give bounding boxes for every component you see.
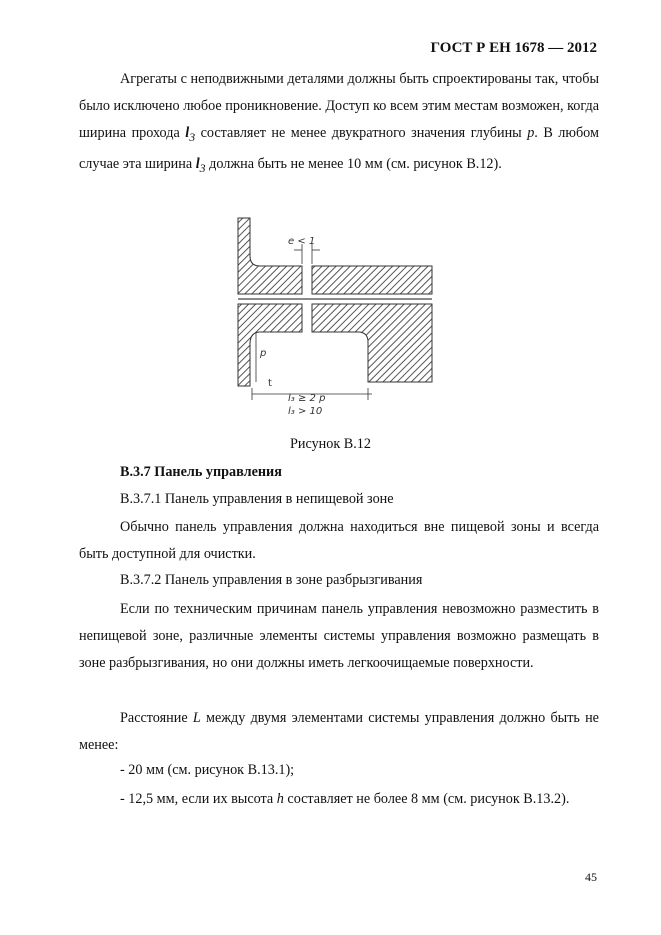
right-block-lower bbox=[312, 304, 432, 382]
figure-b12-drawing bbox=[232, 214, 442, 424]
symbol-p: p bbox=[527, 125, 535, 141]
paragraph-access bbox=[79, 66, 599, 182]
paragraph-distance: Расстояние L между двумя элементами системы управления должно быть не менее: bbox=[79, 710, 599, 753]
para1-text-4: должна быть не менее 10 мм (см. рисунок В.12). bbox=[205, 155, 502, 172]
subsection-1-title: В.3.7.1 Панель управления в непищевой зоне bbox=[120, 491, 394, 507]
paragraph-nonfood-zone: Обычно панель управления должна находиться вне пищевой зоны и всегда быть доступной для очистки. bbox=[79, 519, 599, 562]
symbol-L: L bbox=[192, 710, 201, 726]
figure-label-t: t bbox=[268, 378, 272, 389]
page-number: 45 bbox=[585, 870, 597, 884]
symbol-h: h bbox=[276, 791, 284, 807]
left-bracket-upper bbox=[238, 218, 302, 294]
figure-label-p: p bbox=[260, 348, 267, 359]
section-heading: В.3.7 Панель управления bbox=[120, 464, 282, 480]
para1-text-3: . В любом случае эта ширина bbox=[79, 125, 599, 172]
document-header: ГОСТ Р ЕН 1678 — 2012 bbox=[430, 40, 597, 56]
left-bracket-lower bbox=[238, 304, 302, 386]
symbol-l3: $l_3$ bbox=[185, 125, 196, 144]
list-item-20mm: - 20 мм (см. рисунок В.13.1); bbox=[120, 762, 295, 778]
figure-formula-2: l₃ > 10 bbox=[288, 406, 323, 417]
para1-text-2: составляет не менее двукратного значения глубины bbox=[195, 125, 528, 141]
paragraph-splash-zone: Если по техническим причинам панель управления невозможно разместить в непищевой зоне, различные элементы системы управления возможно размещать в зоне разбрызгивания, но они должны иметь легкоочищаемые поверхности. bbox=[79, 601, 599, 671]
figure-formula-1: l₃ ≥ 2 p bbox=[288, 393, 326, 404]
figure-label-e: e < 1 bbox=[288, 236, 316, 247]
figure-caption: Рисунок В.12 bbox=[289, 436, 371, 452]
subsection-2-title: В.3.7.2 Панель управления в зоне разбрызгивания bbox=[120, 572, 423, 588]
para1-text-1: Агрегаты с неподвижными деталями должны быть спроектированы так, чтобы было исключено любое проникновение. Доступ ко всем этим местам возможен, когда ширина прохода bbox=[79, 71, 599, 141]
right-block-upper bbox=[312, 266, 432, 294]
symbol-l3-second: $l_3$ bbox=[195, 155, 206, 175]
list-item-12-5mm: - 12,5 мм, если их высота h составляет не более 8 мм (см. рисунок В.13.2). bbox=[120, 791, 570, 807]
